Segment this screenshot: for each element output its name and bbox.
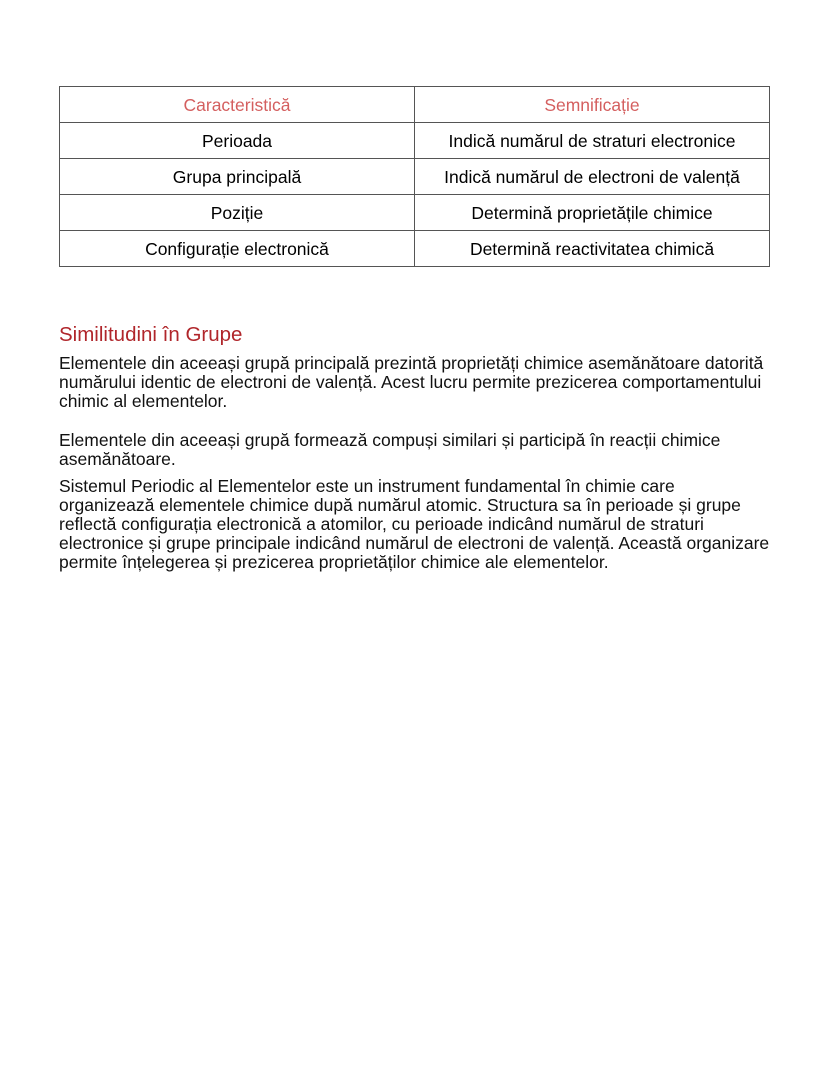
table-row: [60, 231, 770, 267]
table-row: [60, 195, 770, 231]
characteristics-table: [59, 86, 770, 267]
paragraph-group-similarities: Elementele din aceeași grupă principală prezintă proprietăți chimice asemănătoare datorită numărului identic de electroni de valență. Acest lucru permite prezicerea comportamentului chimic al elementelor.: [59, 353, 764, 411]
table-row: [60, 159, 770, 195]
table-cell-characteristic: Perioada: [60, 123, 415, 159]
table-cell-meaning: Determină reactivitatea chimică: [415, 231, 770, 267]
table-row: [60, 123, 770, 159]
paragraph-periodic-system-summary: Sistemul Periodic al Elementelor este un instrument fundamental în chimie care organizează elementele chimice după numărul atomic. Structura sa în perioade și grupe reflectă configurația electronică a atomilor, cu perioade indicând numărul de straturi electronice și grupe principale indicând numărul de electroni de valență. Această organizare permite înțelegerea și prezicerea proprietăților chimice ale elementelor.: [59, 476, 770, 572]
table-cell-meaning: Determină proprietățile chimice: [415, 195, 770, 231]
section-title: Similitudini în Grupe: [59, 323, 243, 346]
header-meaning: Semnificație: [415, 87, 770, 123]
table-cell-characteristic: Poziție: [60, 195, 415, 231]
table-cell-characteristic: Configurație electronică: [60, 231, 415, 267]
table-cell-characteristic: Grupa principală: [60, 159, 415, 195]
paragraph-similar-compounds: Elementele din aceeași grupă formează compuși similari și participă în reacții chimice asemănătoare.: [59, 430, 721, 469]
table-cell-meaning: Indică numărul de electroni de valență: [415, 159, 770, 195]
table-cell-meaning: Indică numărul de straturi electronice: [415, 123, 770, 159]
table-header-row: [60, 87, 770, 123]
header-characteristic: Caracteristică: [60, 87, 415, 123]
